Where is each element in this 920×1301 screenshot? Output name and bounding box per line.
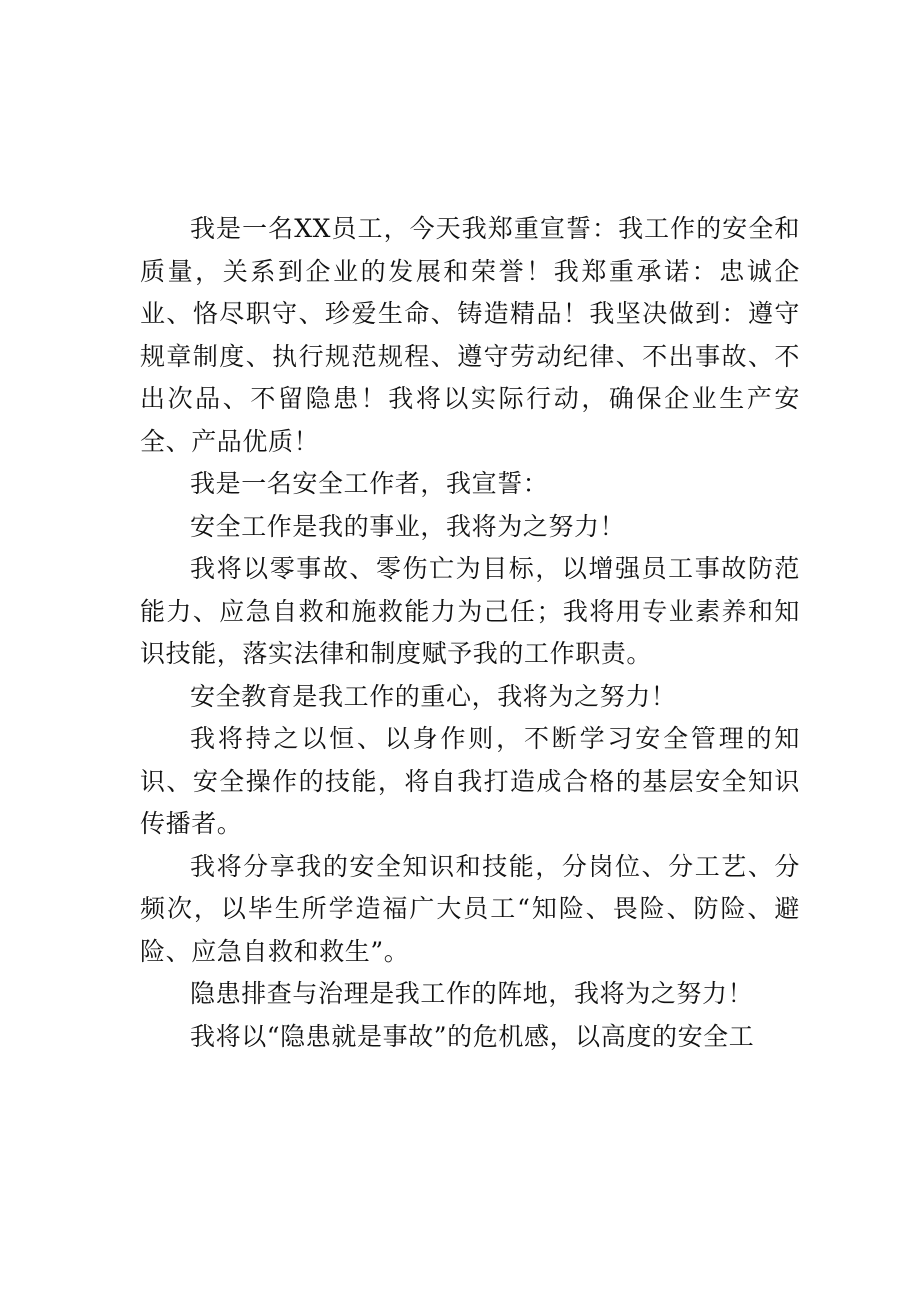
paragraph-continuous-learning: 我将持之以恒、以身作则，不断学习安全管理的知识、安全操作的技能，将自我打造成合格的基层安全知识传播者。 xyxy=(140,724,800,838)
paragraph-safety-career: 安全工作是我的事业，我将为之努力！ xyxy=(190,511,626,541)
paragraph-hazard-inspection: 隐患排查与治理是我工作的阵地，我将为之努力！ xyxy=(190,979,754,1008)
paragraph-zero-accident-goal: 我将以零事故、零伤亡为目标，以增强员工事故防范能力、应急自救和施救能力为己任；我将用专业素养和知识技能，落实法律和制度赋予我的工作职责。 xyxy=(140,554,800,668)
paragraph-safety-education: 安全教育是我工作的重心，我将为之努力！ xyxy=(190,681,677,711)
paragraph-hazard-awareness: 我将以“隐患就是事故”的危机感，以高度的安全工 xyxy=(190,1021,755,1051)
paragraph-safety-worker-oath: 我是一名安全工作者，我宣誓： xyxy=(190,469,549,498)
paragraph-oath-intro: 我是一名XX员工，今天我郑重宣誓：我工作的安全和质量，关系到企业的发展和荣誉！我郑重承诺：忠诚企业、恪尽职守、珍爱生命、铸造精品！我坚决做到：遵守规章制度、执行规范规程、遵守劳动纪律、不出事故、不出次品、不留隐患！我将以实际行动，确保企业生产安全、产品优质！ xyxy=(140,214,800,456)
paragraph-knowledge-sharing: 我将分享我的安全知识和技能，分岗位、分工艺、分频次，以毕生所学造福广大员工“知险、畏险、防险、避险、应急自救和救生”。 xyxy=(140,851,800,966)
document-body xyxy=(140,208,800,1058)
